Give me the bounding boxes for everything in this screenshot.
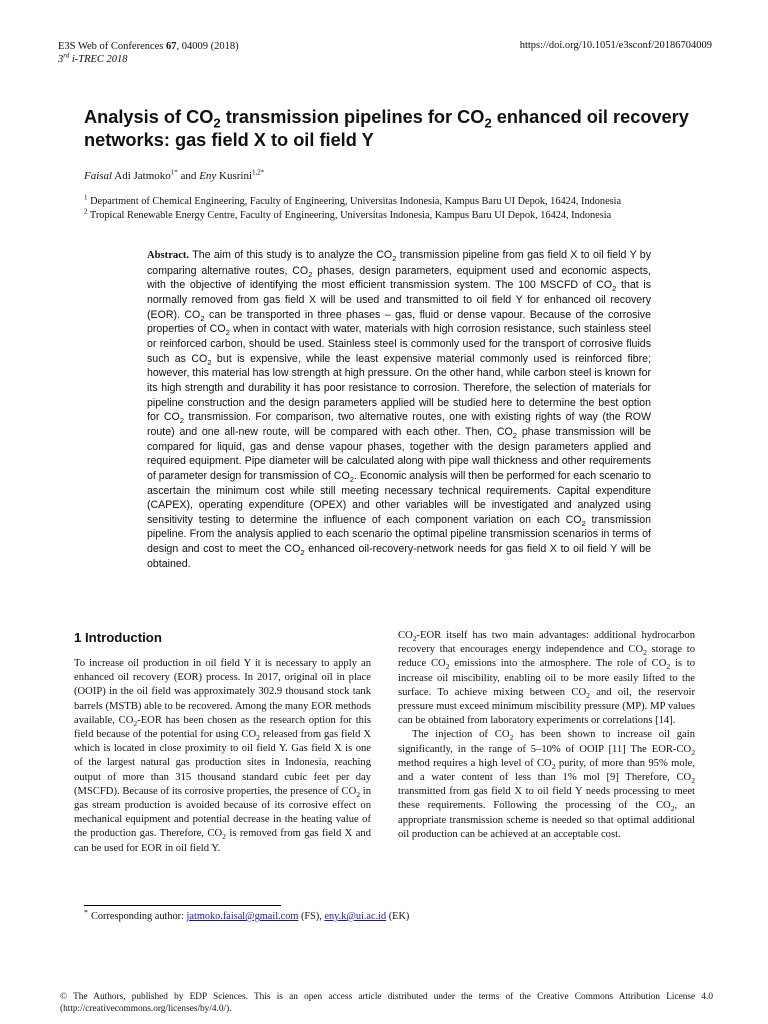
affiliations [84,195,621,222]
email-link-2[interactable]: eny.k@ui.ac.id [324,911,387,922]
running-header-left [58,40,239,66]
author-1-last-name: Adi Jatmoko [112,170,171,182]
body-column-right [398,629,695,842]
footnote-label: Corresponding author: [91,911,187,922]
conference-citation [58,40,239,53]
section-heading-introduction [74,630,162,645]
event-ordinal-suffix: rd [63,51,70,60]
paper-title: Analysis of $CO_2$ transmission pipelines for $CO_2$ enhanced oil recovery networks: gas field X to oil field Y [84,107,689,150]
conference-name: E3S Web of Conferences [58,41,167,52]
event-name [58,53,239,66]
author-2-last-name: Kusrini [216,170,253,182]
event-ordinal: 3 [58,54,64,65]
volume-number: 67 [166,41,177,52]
paragraph: The injection of $CO_2$ has been shown to increase oil gain significantly, in the range of 5–10% of OOIP [11] The EOR-$CO_2$ method requires a high level of $CO_2$ purity, of more than 95% mole, and a water content of less than 1% mol [9] Therefore, $CO_2$ transmitted from gas field X to oil field Y needs processing to meet these requirements. Following the processing of the $CO_2$, an appropriate transmission scheme is needed so that optimal additional oil production can be achieved at an acceptable cost. [398,729,695,840]
author-list: Faisal Adi Jatmoko$^{1*}$ and Eny Kusrini$^{1,2*}$ [84,168,265,182]
abstract: Abstract. The aim of this study is to analyze the $CO_2$ transmission pipeline from gas field X to oil field Y by comparing alternative routes, $CO_2$ phases, design parameters, equipment used and economic aspects, with the objective of identifying the most efficient transmission system. The 100 MSCFD of $CO_2$ that is normally removed from gas field X will be used and transmitted to oil field Y for enhanced oil recovery (EOR). $CO_2$ can be transported in three phases – gas, fluid or dense vapour. Because of the corrosive properties of $CO_2$ when in contact with water, materials with high corrosion resistance, such stainless steel or reinforced carbon, should be used. Stainless steel is commonly used for the transport of corrosive fluids such as $CO_2$ but is expensive, while the least expensive material commonly used is reinforced fibre; however, this material has low strength at high pressure. On the other hand, while carbon steel is known for its high strength and durability it has poor resistance to corrosion. Therefore, the selection of materials for pipeline construction and the design parameters applied will be studied here to determine the best option for $CO_2$ transmission. For comparison, two alternative routes, one with existing rights of way (the ROW route) and one all-new route, will be compared with each other. Then, $CO_2$ phase transmission will be compared for liquid, gas and dense vapour phases, together with the design parameters applied and required equipment. Pipe diameter will be calculated along with pipe wall thickness and other requirements of parameter design for transmission of $CO_2$. Economic analysis will then be performed for each scenario to ascertain the minimum cost while still meeting necessary technical requirements. Capital expenditure (CAPEX), operating expenditure (OPEX) and other variables will be investigated and analyzed using sensitivity testing to determine the influence of each component variation on each $CO_2$ transmission pipeline. From the analysis applied to each scenario the optimal pipeline transmission scenarios in terms of design and cost to meet the $CO_2$ enhanced oil-recovery-network needs for gas field X to oil field Y will be obtained. [147,249,652,570]
section-number: 1 [74,630,82,645]
affiliation-2: $^2$ Tropical Renewable Energy Centre, Faculty of Engineering, Universitas Indonesia, Kampus Baru UI Depok, 16424, Indonesia [84,207,612,221]
doi-link[interactable]: https://doi.org/10.1051/e3sconf/20186704009 [519,40,712,51]
paragraph: To increase oil production in oil field Y it is necessary to apply an enhanced oil recovery (EOR) process. In 2017, original oil in place (OOIP) in the oil field was approximately 302.9 thousand stock tank barrels (MSTB) able to be recovered. Among the many EOR methods available, $CO_2$-EOR has been chosen as the research option for this field because of the potential for using $CO_2$ released from gas field X which is located in close proximity to oil field Y. Gas field X is one of the largest natural gas production sites in Indonesia, reaching output of more than 315 thousand standard cubic feet per day (MSCFD). Because of its corrosive properties, the presence of $CO_2$ in gas stream production is avoided because of its corrosive effect on mechanical equipment and potential decrease in the heating value of the production gas. Therefore, $CO_2$ is removed from gas field X and can be used for EOR in oil field Y. [74,658,372,854]
affiliation-1: $^1$ Department of Chemical Engineering, Faculty of Engineering, Universitas Indonesia, Kampus Baru UI Depok, 16424, Indonesia [84,193,622,207]
footnote-divider [84,905,281,906]
footnote: * Corresponding author: jatmoko.faisal@gmail.com (FS), eny.k@ui.ac.id (EK) [84,908,410,922]
paragraph: $CO_2$-EOR itself has two main advantages: additional hydrocarbon recovery that encourages energy independence and $CO_2$ storage to reduce $CO_2$ emissions into the atmosphere. The role of $CO_2$ is to increase oil miscibility, enabling oil to be more easily lifted to the surface. To achieve mixing between $CO_2$ and oil, the reservoir pressure must exceed minimum miscibility pressure (MP). MP values can be obtained from laboratory experiments or correlations [14]. [398,630,696,727]
event-title: i-TREC 2018 [69,54,128,65]
author-2-affiliation-marker: 1,2* [252,168,265,177]
email-link-1[interactable]: jatmoko.faisal@gmail.com [186,911,299,922]
article-number-year: , 04009 (2018) [176,41,239,52]
author-1-first-name: Faisal [84,170,113,182]
license-notice: © The Authors, published by EDP Sciences. This is an open access article distributed under the terms of the Creative Commons Attribution License 4.0 (http://creativecommons.org/licenses/by/4.0/). [60,992,713,1015]
body-column-left [74,657,371,856]
author-2-first-name: Eny [199,170,217,182]
footnote-marker: * [84,908,88,917]
author-1-affiliation-marker: 1* [170,168,178,177]
section-title: Introduction [81,630,162,645]
abstract-label: Abstract. [147,250,190,261]
